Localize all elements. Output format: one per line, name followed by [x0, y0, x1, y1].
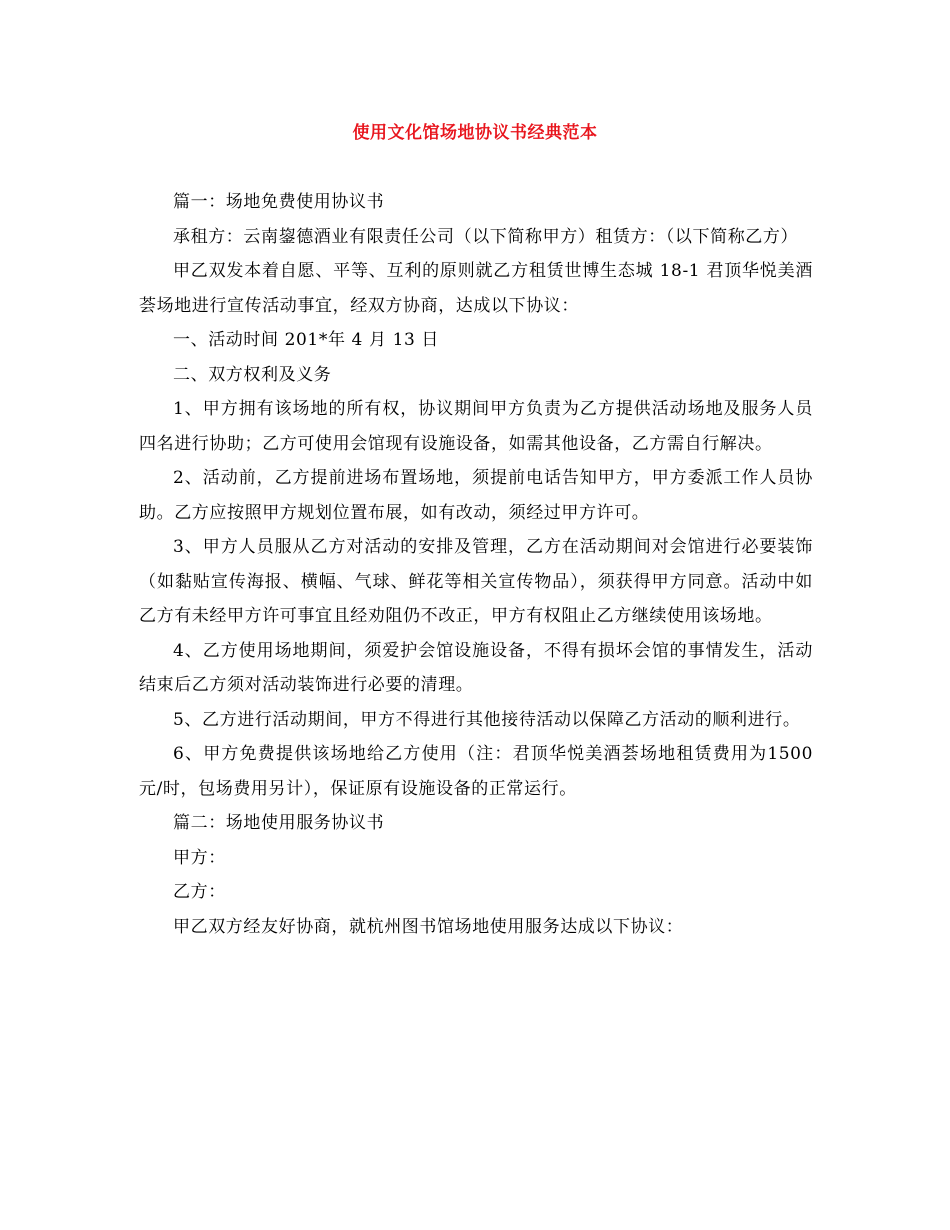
paragraph: 一、活动时间 201*年 4 月 13 日: [173, 330, 440, 350]
paragraph: 甲乙双发本着自愿、平等、互利的原则就乙方租赁世博生态城 18-1 君顶华悦美酒荟场地进行宣传活动事宜，经双方协商，达成以下协议：: [139, 261, 813, 316]
paragraph: 承租方：云南鋆德酒业有限责任公司（以下简称甲方）租赁方：（以下简称乙方）: [173, 226, 799, 247]
document-body: [139, 185, 813, 944]
paragraph: 篇二：场地使用服务协议书: [173, 813, 385, 833]
paragraph: 乙方：: [173, 882, 226, 902]
paragraph: 二、双方权利及义务: [173, 364, 332, 385]
document-title: 使用文化馆场地协议书经典范本: [352, 123, 598, 143]
paragraph: 2、活动前，乙方提前进场布置场地，须提前电话告知甲方，甲方委派工作人员协助。乙方应按照甲方规划位置布展，如有改动，须经过甲方许可。: [139, 468, 813, 523]
paragraph: 1、甲方拥有该场地的所有权，协议期间甲方负责为乙方提供活动场地及服务人员四名进行协助；乙方可使用会馆现有设施设备，如需其他设备，乙方需自行解决。: [139, 399, 813, 454]
paragraph: 3、甲方人员服从乙方对活动的安排及管理，乙方在活动期间对会馆进行必要装饰（如黏贴宣传海报、横幅、气球、鲜花等相关宣传物品），须获得甲方同意。活动中如乙方有未经甲方许可事宜且经劝阻仍不改正，甲方有权阻止乙方继续使用该场地。: [139, 537, 813, 626]
paragraph: 5、乙方进行活动期间，甲方不得进行其他接待活动以保障乙方活动的顺利进行。: [173, 709, 801, 730]
paragraph: 篇一：场地免费使用协议书: [173, 192, 385, 212]
paragraph: 甲乙双方经友好协商，就杭州图书馆场地使用服务达成以下协议：: [173, 916, 684, 937]
paragraph: 6、甲方免费提供该场地给乙方使用（注：君顶华悦美酒荟场地租赁费用为1500 元/时，包场费用另计），保证原有设施设备的正常运行。: [139, 744, 813, 799]
paragraph: 甲方：: [173, 847, 226, 868]
paragraph: 4、乙方使用场地期间，须爱护会馆设施设备，不得有损坏会馆的事情发生，活动结束后乙方须对活动装饰进行必要的清理。: [139, 640, 813, 695]
